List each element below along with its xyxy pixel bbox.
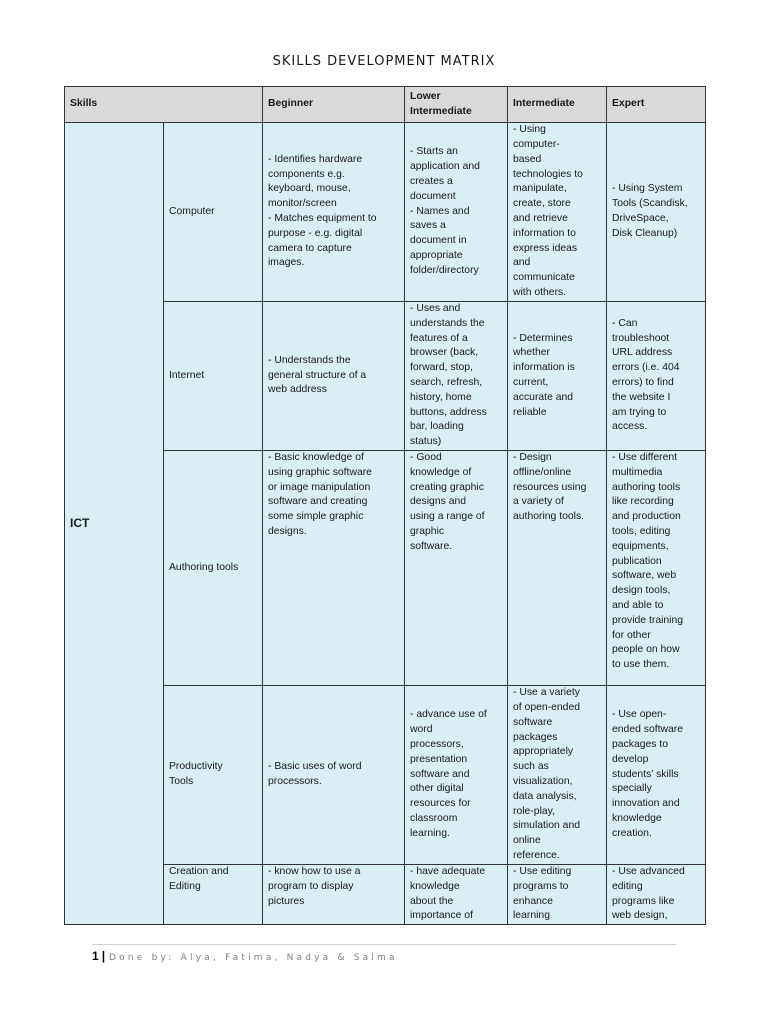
skills-matrix-table: [64, 86, 706, 925]
beginner-cell: - Basic uses of word processors.: [263, 686, 405, 865]
beginner-cell: - know how to use a program to display pictures: [263, 865, 405, 925]
footer-credit: Done by: Alya, Fatima, Nadya & Salma: [109, 953, 398, 963]
lower-intermediate-cell: - Uses and understands the features of a browser (back, forward, stop, search, refresh, history, home buttons, address bar, loading status): [405, 302, 508, 451]
skill-name: Internet: [164, 302, 263, 451]
skill-name: Creation and Editing: [164, 865, 263, 925]
beginner-cell: - Understands the general structure of a web address: [263, 302, 405, 451]
lower-intermediate-cell: - advance use of word processors, presentation software and other digital resources for classroom learning.: [405, 686, 508, 865]
beginner-cell: - Basic knowledge of using graphic software or image manipulation software and creating some simple graphic designs.: [263, 451, 405, 686]
expert-cell: - Use open- ended software packages to develop students’ skills specially innovation and knowledge creation.: [607, 686, 706, 865]
footer-divider: [92, 944, 676, 945]
table-row: [65, 123, 706, 302]
expert-cell: - Using System Tools (Scandisk, DriveSpace, Disk Cleanup): [607, 123, 706, 302]
intermediate-cell: - Determines whether information is current, accurate and reliable: [508, 302, 607, 451]
footer-separator: |: [101, 949, 106, 963]
category-ict: ICT: [65, 123, 164, 925]
lower-intermediate-cell: - Starts an application and creates a document - Names and saves a document in appropriate folder/directory: [405, 123, 508, 302]
lower-intermediate-cell: - Good knowledge of creating graphic designs and using a range of graphic software.: [405, 451, 508, 686]
header-beginner: Beginner: [263, 87, 405, 123]
document-title: SKILLS DEVELOPMENT MATRIX: [272, 54, 496, 69]
intermediate-cell: - Using computer- based technologies to manipulate, create, store and retrieve information to express ideas and communicate with others.: [508, 123, 607, 302]
expert-cell: - Can troubleshoot URL address errors (i.e. 404 errors) to find the website I am trying to access.: [607, 302, 706, 451]
header-expert: Expert: [607, 87, 706, 123]
page-number: 1: [92, 949, 99, 963]
expert-cell: - Use different multimedia authoring tools like recording and production tools, editing equipments, publication software, web design tools, and able to provide training for other people on how to use them.: [607, 451, 706, 686]
page-footer: [92, 949, 398, 963]
beginner-cell: - Identifies hardware components e.g. keyboard, mouse, monitor/screen - Matches equipment to purpose - e.g. digital camera to capture images.: [263, 123, 405, 302]
intermediate-cell: - Use a variety of open-ended software packages appropriately such as visualization, data analysis, role-play, simulation and online reference.: [508, 686, 607, 865]
intermediate-cell: - Design offline/online resources using a variety of authoring tools.: [508, 451, 607, 686]
lower-intermediate-cell: - have adequate knowledge about the importance of: [405, 865, 508, 925]
header-lower-intermediate: Lower Intermediate: [405, 87, 508, 123]
skill-name: Productivity Tools: [164, 686, 263, 865]
skill-name: Authoring tools: [164, 451, 263, 686]
expert-cell: - Use advanced editing programs like web design,: [607, 865, 706, 925]
skill-name: Computer: [164, 123, 263, 302]
header-intermediate: Intermediate: [508, 87, 607, 123]
header-skills: Skills: [65, 87, 263, 123]
table-header-row: [65, 87, 706, 123]
intermediate-cell: - Use editing programs to enhance learning: [508, 865, 607, 925]
